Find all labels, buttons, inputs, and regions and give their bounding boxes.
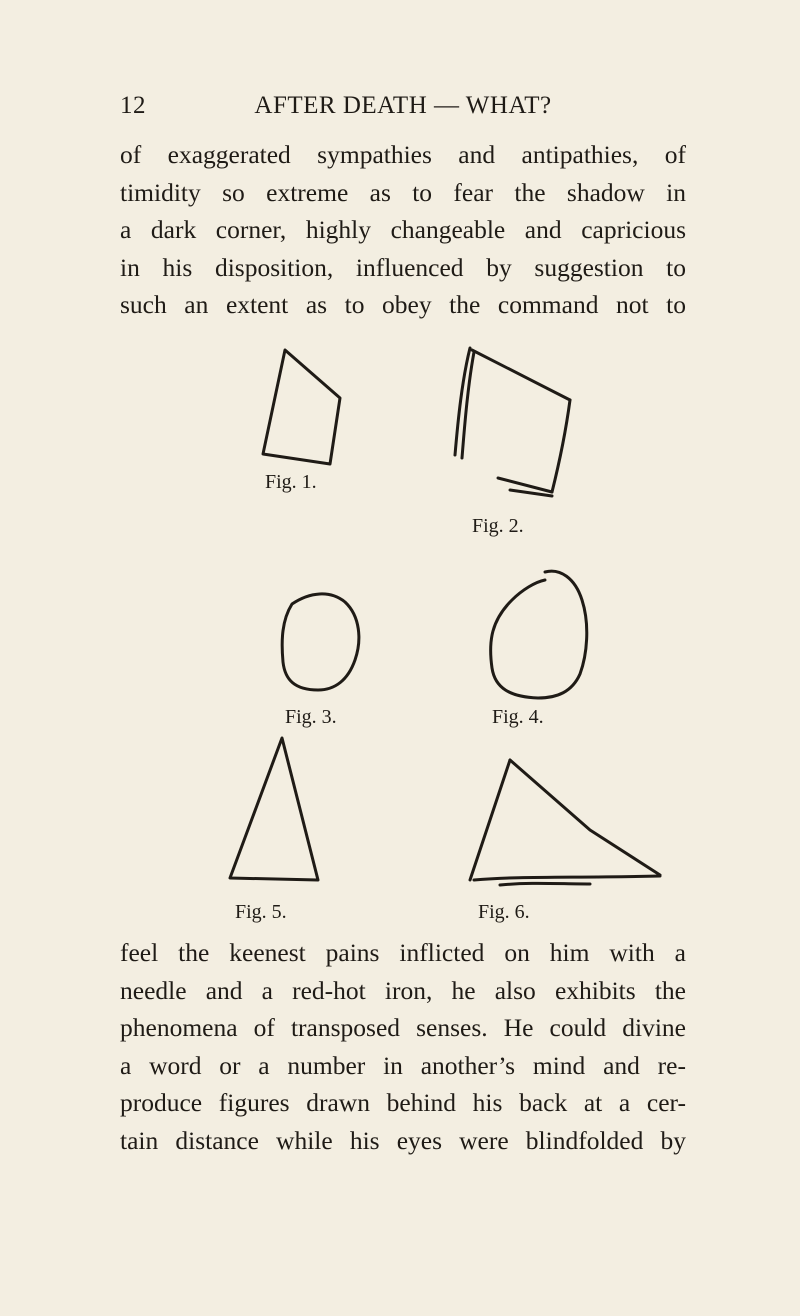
fig1-drawing: [263, 350, 340, 464]
text-line: feel the keenest pains inflicted on him with a: [120, 938, 686, 967]
fig3-drawing: [282, 594, 359, 690]
text-line: of exaggerated sympathies and antipathies, of: [120, 140, 686, 169]
fig4-drawing: [491, 571, 587, 698]
text-line: phenomena of transposed senses. He could divine: [120, 1013, 686, 1042]
fig5-drawing: [230, 738, 318, 880]
fig5-caption: Fig. 5.: [235, 901, 287, 923]
fig4-caption: Fig. 4.: [492, 706, 544, 728]
fig1-caption: Fig. 1.: [265, 471, 317, 493]
text-line: a dark corner, highly changeable and capricious: [120, 215, 686, 244]
text-line: such an extent as to obey the command not to: [120, 290, 686, 319]
fig2-caption: Fig. 2.: [472, 515, 524, 537]
text-line: tain distance while his eyes were blindfolded by: [120, 1125, 686, 1155]
page-number: 12: [120, 92, 146, 119]
text-line: produce figures drawn behind his back at a cer-: [120, 1088, 686, 1117]
text-line: a word or a number in another’s mind and re-: [120, 1050, 686, 1080]
body-paragraph-bottom: [120, 934, 686, 1159]
running-title: AFTER DEATH — WHAT?: [254, 92, 552, 119]
text-line: needle and a red-hot iron, he also exhibits the: [120, 975, 686, 1005]
text-line: in his disposition, influenced by suggestion to: [120, 252, 686, 282]
fig3-caption: Fig. 3.: [285, 706, 337, 728]
text-line: timidity so extreme as to fear the shadow in: [120, 177, 686, 207]
fig2-drawing: [455, 348, 570, 496]
fig6-caption: Fig. 6.: [478, 901, 530, 923]
fig6-drawing: [470, 760, 660, 885]
